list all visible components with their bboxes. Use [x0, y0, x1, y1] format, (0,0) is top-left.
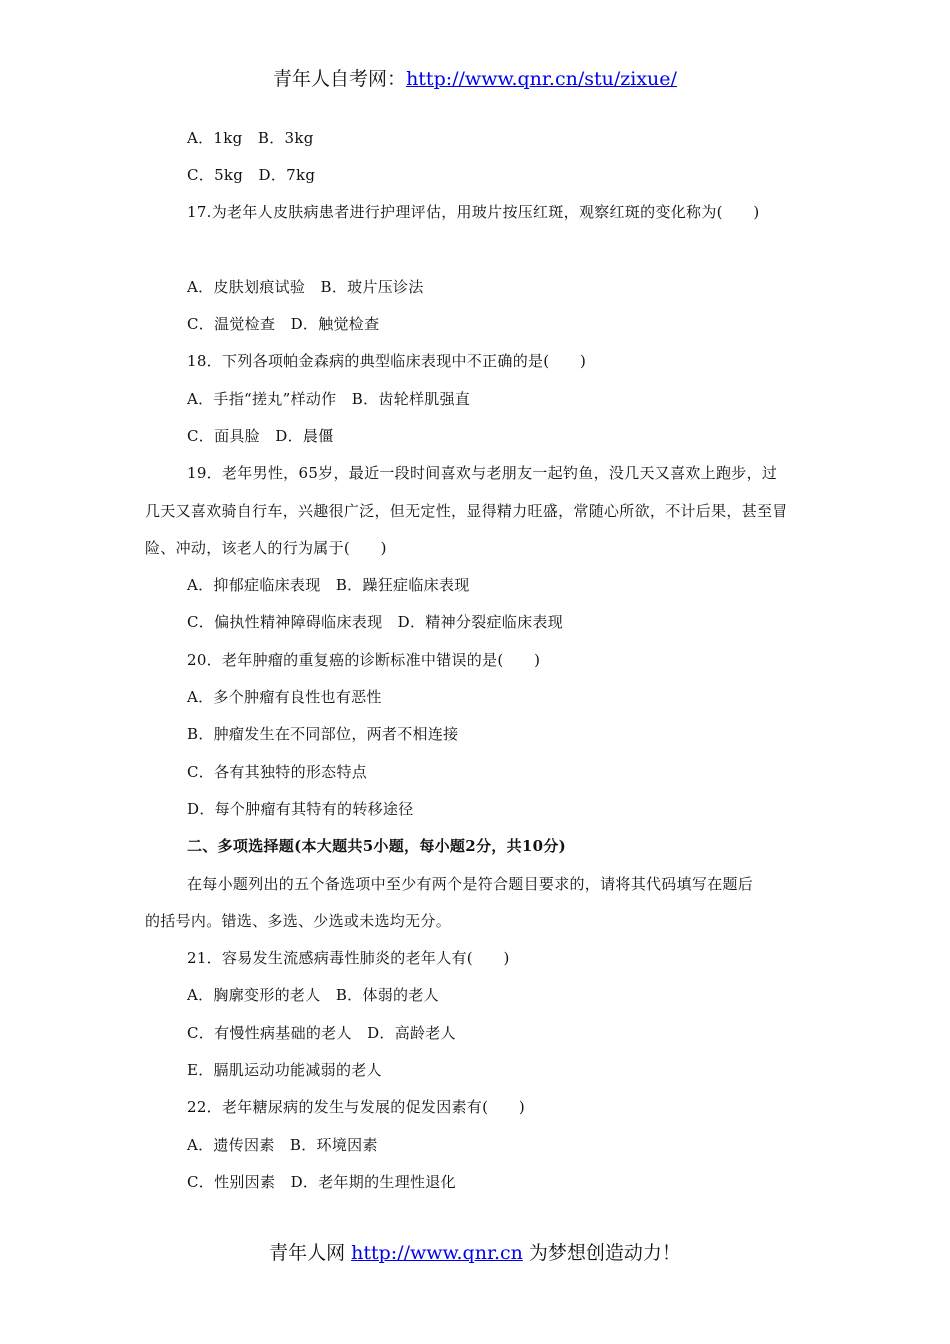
header-link[interactable]: http://www.qnr.cn/stu/zixue/: [406, 68, 677, 90]
question-18: 18．下列各项帕金森病的典型临床表现中不正确的是( ): [187, 352, 587, 370]
option-line: A．多个肿瘤有良性也有恶性: [187, 688, 382, 706]
page-footer: [0, 1240, 950, 1266]
option-line: A．1kg B．3kg: [187, 129, 314, 147]
question-20: 20．老年肿瘤的重复癌的诊断标准中错误的是( ): [187, 651, 541, 669]
section-instructions: 在每小题列出的五个备选项中至少有两个是符合题目要求的，请将其代码填写在题后: [187, 875, 754, 893]
option-line: C．性别因素 D．老年期的生理性退化: [187, 1173, 456, 1191]
page-header: [0, 66, 950, 92]
option-line: A．抑郁症临床表现 B．躁狂症临床表现: [187, 576, 470, 594]
option-line: C．温觉检查 D．触觉检查: [187, 315, 380, 333]
option-line: C．偏执性精神障碍临床表现 D．精神分裂症临床表现: [187, 613, 564, 631]
option-line: D．每个肿瘤有其特有的转移途径: [187, 800, 414, 818]
option-line: E．膈肌运动功能减弱的老人: [187, 1061, 382, 1079]
footer-site-name: 青年人网: [269, 1242, 352, 1264]
option-line: A．遗传因素 B．环境因素: [187, 1136, 378, 1154]
option-line: A．胸廓变形的老人 B．体弱的老人: [187, 986, 439, 1004]
option-line: B．肿瘤发生在不同部位，两者不相连接: [187, 725, 459, 743]
question-19: 19．老年男性，65岁，最近一段时间喜欢与老朋友一起钓鱼，没几天又喜欢上跑步，过: [187, 464, 778, 482]
option-line: C．5kg D．7kg: [187, 166, 316, 184]
header-site-name: 青年人自考网：: [273, 68, 407, 90]
question-19-continued: 险、冲动，该老人的行为属于( ): [145, 539, 387, 557]
option-line: C．各有其独特的形态特点: [187, 763, 368, 781]
question-19-continued: 几天又喜欢骑自行车，兴趣很广泛，但无定性，显得精力旺盛，常随心所欲，不计后果，甚至冒: [145, 502, 788, 520]
option-line: C．有慢性病基础的老人 D．高龄老人: [187, 1024, 456, 1042]
footer-slogan: 为梦想创造动力！: [522, 1242, 681, 1264]
question-21: 21．容易发生流感病毒性肺炎的老年人有( ): [187, 949, 510, 967]
footer-link[interactable]: http://www.qnr.cn: [351, 1242, 523, 1264]
option-line: A．皮肤划痕试验 B．玻片压诊法: [187, 278, 424, 296]
question-17: 17.为老年人皮肤病患者进行护理评估，用玻片按压红斑，观察红斑的变化称为( ): [187, 203, 760, 221]
section-heading: 二、多项选择题(本大题共5小题，每小题2分，共10分): [187, 837, 567, 855]
option-line: C．面具脸 D．晨僵: [187, 427, 334, 445]
option-line: A．手指“搓丸”样动作 B．齿轮样肌强直: [187, 390, 471, 408]
section-instructions-continued: 的括号内。错选、多选、少选或未选均无分。: [145, 912, 452, 930]
question-22: 22．老年糖尿病的发生与发展的促发因素有( ): [187, 1098, 525, 1116]
